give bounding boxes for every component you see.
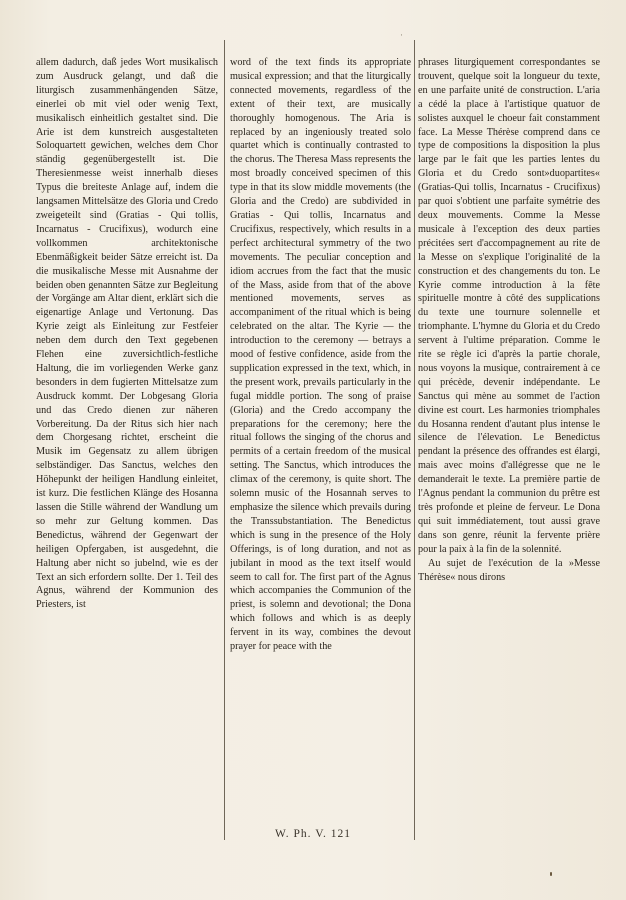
german-column [36,56,218,846]
german-text: allem dadurch, daß jedes Wort musikalisch zum Ausdruck gelangt, und daß die liturgisch zusammenhängenden Sätze, einerlei ob mit viel oder wenig Text, musikalisch einheitlich gestaltet sind. Die Arie ist dem kunstreich ausgestalteten Soloquartett gewichen, welches dem Chor ständig gegenübergestellt ist. Die Theresienmesse weist innerhalb dieses Typus die breiteste Anlage auf, indem die langsamen Mittelsätze des Gloria und Credo zweigeteilt sind (Gratias - Qui tollis, Incarnatus - Crucifixus), wodurch eine vollkommen architektonische Ebenmäßigkeit beider Sätze erreicht ist. Da die musikalische Messe mit Ausnahme der beiden oben genannten Sätze zur Begleitung der Vorgänge am Altar dient, erklärt sich die eigenartige Anlage und Vertonung. Das Kyrie zeigt als Einleitung zur Festfeier neben dem durch den Text gegebenen Flehen eine zuversichtlich-festliche Haltung, die im vorliegenden Werke ganz besonders in dem fugierten Mittelsatze zum Ausdruck kommt. Der Lobgesang Gloria und das Credo dienen zur näheren Vorbereitung. Da der Ritus sich hier nach dem Chorgesang richtet, erscheint die Musik im Gegensatz zu allem übrigen selbständiger. Das Sanctus, welches den Höhepunkt der heiligen Handlung einleitet, ist kurz. Die festlichen Klänge des Hosanna lassen die Stille während der Wandlung um so mehr zur Geltung kommen. Das Benedictus, während der Gegenwart der heiligen Opfergaben, ist ausgedehnt, die Haltung aber nicht so jubelnd, wie es der Text an sich erfordern sollte. Der 1. Teil des Agnus, während der Kommunion des Priesters, ist [36,57,218,611]
english-column [230,56,411,846]
paper-speck [550,872,552,876]
french-text: phrases liturgiquement correspondantes se trouvent, quelque soit la longueur du texte, en une parfaite unité de construction. L'aria a cédé la place à l'artistique quatuor de solistes auxquel le choeur fait constamment face. La Messe Thérèse comprend dans ce type de compositions la disposition la plus large par le fait que les parties lentes du Gloria et du Credo sont»duopartites« (Gratias-Qui tollis, Incarnatus - Crucifixus) par quoi s'obtient une parfaite symétrie des deux mouvements. Comme la Messe musicale à l'exception des deux parties précitées sert d'accompagnement au rite de la Messe on s'explique l'originalité de la construction et des changements du ton. Le Kyrie comme introduction à la fête spirituelle montre à côté des supplications du texte une tournure solennelle et triomphante. L'hymne du Gloria et du Credo servent à l'ultime préparation. Comme le rite se règle ici d'après la partie chorale, nous voyons la musique, contrairement à ce qui précède, devenir indépendante. Le Sanctus qui mène au sommet de l'action divine est court. Les harmonies triomphales du Hosanna rendent d'autant plus intense le silence de l'élevation. Le Benedictus pendant la présence des offrandes est élargi, mais avec moins d'allégresse que ne le demanderait le texte. La première partie de l'Agnus pendant la communion du prêtre est très profonde et pleine de ferveur. Le Dona qui suit immédiatement, tout aussi grave dans son genre, réunit la fervente prière pour la paix à la fin de la solennité. [418,57,600,555]
page-footer: W. Ph. V. 121 [274,828,352,840]
column-rule-left [224,40,225,840]
french-column [418,56,600,846]
column-rule-right [414,40,415,840]
french-text-tail: Au sujet de l'exécution de la »Messe Thérèse« nous dirons [418,557,600,583]
top-mark: · [400,30,403,40]
english-text: word of the text finds its appropriate musical expression; and that the liturgically connected movements, regardless of the extent of their text, are musically thoroughly homogenous. The Aria is replaced by an ingeniously treated solo quartet which is continually contrasted to the chorus. The Theresa Mass represents the most broadly conceived specimen of this type in that its slow middle movements (the Gloria and the Credo) are subdivided in Gratias - Qui tollis, Incarnatus and Crucifixus, respectively, which results in a perfect architectural symmetry of the two movements. The peculiar conception and idiom accrues from the fact that the music of the Mass, aside from that of the above mentioned movements, serves as accompaniment of the ritual which is being celebrated on the altar. The Kyrie — the introduction to the ceremony — betrays a mood of festive confidence, aside from the supplication expressed in the text, which, in the present work, prevails particularly in the fugal middle portion. The song of praise (Gloria) and the Credo accompany the preparations for the ceremony; here the ritual follows the singing of the chorus and permits of a certain freedom of the musical setting. The Sanctus, which introduces the climax of the ceremony, is quite short. The solemn music of the Hosannah serves to emphasize the silence which prevails during the Transsubstantiation. The Benedictus which is sung in the presence of the Holy Offerings, is of long duration, and not as jubilant in mood as the text itself would seem to call for. The first part of the Agnus which accompanies the Communion of the priest, is solemn and devotional; the Dona which follows and which is as deeply fervent in its way, combines the devout prayer for peace with the [230,57,411,653]
